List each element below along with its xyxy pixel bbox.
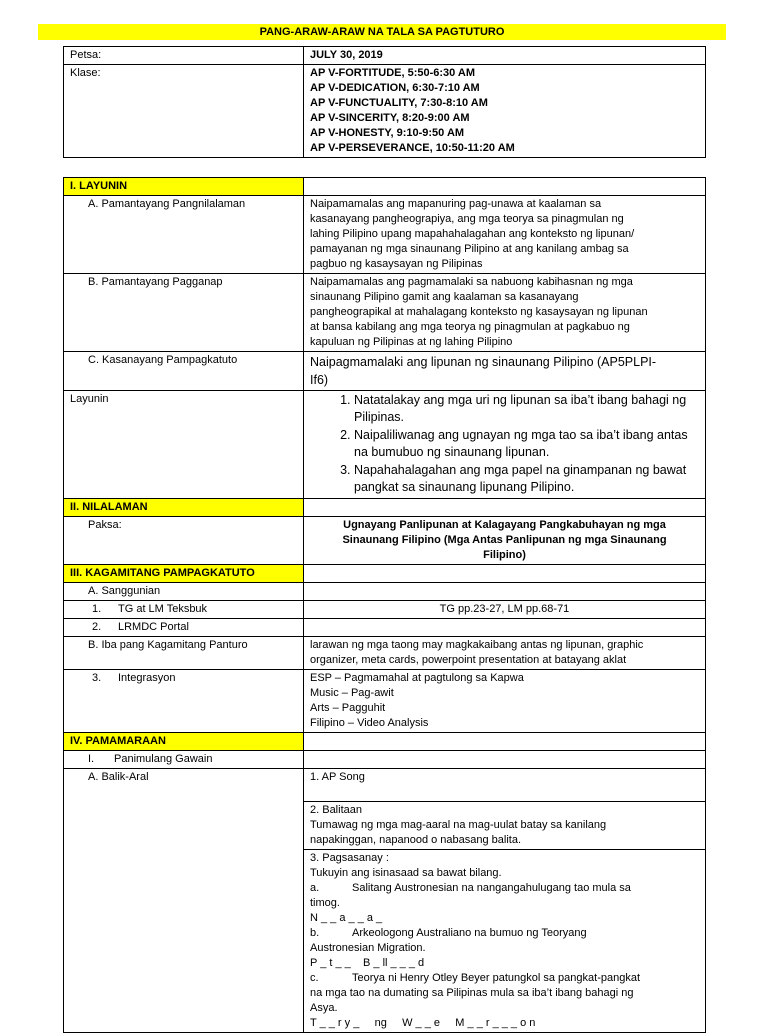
klase-value: AP V-HONESTY, 9:10-9:50 AM: [310, 127, 465, 139]
pagsasanay-instruction: Tukuyin ang isinasaad sa bawat bilang.: [310, 867, 502, 879]
item-label: Panimulang Gawain: [114, 753, 213, 765]
text-line: Naipamamalas ang mapanuring pag-unawa at kaalaman sa: [310, 198, 602, 210]
text-line: Tumawag ng mga mag-aaral na mag-uulat batay sa kanilang: [310, 819, 607, 831]
text-line: Naipamamalas ang pagmamalaki sa nabuong kabihasnan ng mga: [310, 276, 633, 288]
item-letter: b.: [310, 927, 320, 939]
kagamitan-heading-row: [64, 565, 706, 583]
item-number: 2.: [92, 621, 102, 633]
kasanayang-pampagkatuto-row: [64, 352, 706, 391]
klase-label: Klase:: [64, 65, 304, 158]
layunin-label: Layunin: [64, 391, 304, 499]
text-line: organizer, meta cards, powerpoint presentation at batayang aklat: [310, 654, 627, 666]
balik-aral-label: A. Balik-Aral: [64, 769, 304, 1033]
item-number: 3.: [92, 672, 102, 684]
sanggunian-label: A. Sanggunian: [64, 583, 304, 601]
sanggunian-row: [64, 583, 706, 601]
text-line: pamayanan ng mga sinaunang Pilipino at ang kanilang ambag sa: [310, 243, 629, 255]
iba-pang-kagamitan-label: B. Iba pang Kagamitang Panturo: [64, 637, 304, 670]
answer-blank: P _ t _ _ B _ ll _ _ _ d: [310, 957, 425, 969]
pamantayang-pagganap-text: [304, 274, 706, 352]
klase-values: [304, 65, 706, 158]
pamamaraan-heading: IV. PAMAMARAAN: [64, 733, 304, 751]
pamantayang-pagganap-label: B. Pamantayang Pagganap: [64, 274, 304, 352]
panimulang-gawain-row: [64, 751, 706, 769]
item-letter: a.: [310, 882, 320, 894]
text-line: napakinggan, napanood o nabasang balita.: [310, 834, 522, 846]
layunin-heading-row: [64, 178, 706, 196]
nilalaman-heading: II. NILALAMAN: [64, 499, 304, 517]
pagsasanay-text: [304, 850, 706, 1033]
pamantayang-pangnilalaman-row: [64, 196, 706, 274]
text-line: Sinaunang Filipino (Mga Antas Panlipunan ng mga Sinaunang: [342, 534, 667, 546]
lesson-plan-table: [63, 177, 706, 1033]
pamantayang-pangnilalaman-label: A. Pamantayang Pangnilalaman: [64, 196, 304, 274]
objectives-list: [310, 392, 699, 496]
text-line: at bansa kabilang ang mga teorya ng pinagmulan at pagkabuo ng: [310, 321, 630, 333]
text-line: 2. Balitaan: [310, 804, 362, 816]
text-line: If6): [310, 373, 329, 387]
layunin-row: [64, 391, 706, 499]
objective-item: 3. Napahahalagahan ang mga papel na ginampanan ng bawat pangkat sa sinaunang lipunang Pilipino.: [354, 462, 699, 496]
nilalaman-heading-row: [64, 499, 706, 517]
integrasyon-text: [304, 670, 706, 733]
klase-value: AP V-FORTITUDE, 5:50-6:30 AM: [310, 67, 476, 79]
ap-song: 1. AP Song: [304, 769, 706, 802]
balitaan-text: [304, 802, 706, 850]
kasanayang-pampagkatuto-label: C. Kasanayang Pampagkatuto: [64, 352, 304, 391]
klase-value: AP V-SINCERITY, 8:20-9:00 AM: [310, 112, 470, 124]
petsa-label: Petsa:: [64, 47, 304, 65]
paksa-text: [304, 517, 706, 565]
integrasyon-label: [64, 670, 304, 733]
tg-lm-value: TG pp.23-27, LM pp.68-71: [304, 601, 706, 619]
text-line: larawan ng mga taong may magkakaibang antas ng lipunan, graphic: [310, 639, 644, 651]
kagamitan-heading: III. KAGAMITANG PAMPAGKATUTO: [64, 565, 304, 583]
text-line: pangheograpikal at mahalagang konteksto ng kasaysayan ng lipunan: [310, 306, 648, 318]
objective-item: 2. Naipaliliwanag ang ugnayan ng mga tao sa iba’t ibang antas na bumubuo ng sinaunang lipunan.: [354, 427, 699, 461]
header-table: [63, 46, 706, 158]
pamantayang-pagganap-row: [64, 274, 706, 352]
quiz-item-a: [310, 881, 699, 896]
item-text: Salitang Austronesian na nangangahulugang tao mula sa: [352, 882, 631, 894]
paksa-row: [64, 517, 706, 565]
text-line: Music – Pag-awit: [310, 687, 394, 699]
item-letter: c.: [310, 972, 319, 984]
answer-blank: T _ _ r y _ ng W _ _ e M _ _ r _ _ _ o n: [310, 1017, 536, 1029]
text-line: pagbuo ng kasaysayan ng Pilipinas: [310, 258, 483, 270]
iba-pang-kagamitan-row: [64, 637, 706, 670]
iba-pang-kagamitan-text: [304, 637, 706, 670]
document-title: PANG-ARAW-ARAW NA TALA SA PAGTUTURO: [38, 24, 726, 40]
integrasyon-row: [64, 670, 706, 733]
text-line: Arts – Pagguhit: [310, 702, 386, 714]
text-line: Filipino): [483, 549, 526, 561]
text-line: Asya.: [310, 1002, 338, 1014]
pamantayang-pangnilalaman-text: [304, 196, 706, 274]
text-line: Naipagmamalaki ang lipunan ng sinaunang Pilipino (AP5PLPI-: [310, 355, 657, 369]
item-number: I.: [88, 753, 95, 765]
panimulang-gawain-label: [64, 751, 304, 769]
item-text: Arkeologong Australiano na bumuo ng Teoryang: [352, 927, 587, 939]
text-line: lahing Pilipino upang mapahahalagahan ang konteksto ng lipunan/: [310, 228, 635, 240]
balik-aral-song-row: [64, 769, 706, 802]
klase-value: AP V-DEDICATION, 6:30-7:10 AM: [310, 82, 480, 94]
layunin-heading: I. LAYUNIN: [64, 178, 304, 196]
text-line: kasanayang pangheograpiya, ang mga teorya sa pinagmulan ng: [310, 213, 624, 225]
petsa-row: [64, 47, 706, 65]
petsa-value: JULY 30, 2019: [304, 47, 706, 65]
text-line: na mga tao na dumating sa Pilipinas mula sa iba’t ibang bahagi ng: [310, 987, 634, 999]
quiz-item-c: [310, 971, 699, 986]
item-label: LRMDC Portal: [118, 621, 189, 633]
answer-blank: N _ _ a _ _ a _: [310, 912, 383, 924]
paksa-label: Paksa:: [64, 517, 304, 565]
objective-item: 1. Natatalakay ang mga uri ng lipunan sa iba’t ibang bahagi ng Pilipinas.: [354, 392, 699, 426]
item-label: TG at LM Teksbuk: [118, 603, 208, 615]
item-label: Integrasyon: [118, 672, 176, 684]
text-line: Ugnayang Panlipunan at Kalagayang Pangkabuhayan ng mga: [343, 519, 666, 531]
lrmdc-label: [64, 619, 304, 637]
text-line: timog.: [310, 897, 340, 909]
objectives-list-cell: [304, 391, 706, 499]
text-line: Austronesian Migration.: [310, 942, 426, 954]
pagsasanay-title: 3. Pagsasanay :: [310, 852, 389, 864]
tg-lm-label: [64, 601, 304, 619]
item-number: 1.: [92, 603, 102, 615]
item-text: Teorya ni Henry Otley Beyer patungkol sa pangkat-pangkat: [352, 972, 640, 984]
text-line: ESP – Pagmamahal at pagtulong sa Kapwa: [310, 672, 524, 684]
lrmdc-row: [64, 619, 706, 637]
kasanayang-pampagkatuto-text: [304, 352, 706, 391]
klase-row: [64, 65, 706, 158]
pamamaraan-heading-row: [64, 733, 706, 751]
text-line: Filipino – Video Analysis: [310, 717, 429, 729]
klase-value: AP V-PERSEVERANCE, 10:50-11:20 AM: [310, 142, 515, 154]
text-line: kapuluan ng Pilipinas at ng lahing Pilipino: [310, 336, 513, 348]
tg-lm-row: [64, 601, 706, 619]
text-line: sinaunang Pilipino gamit ang kaalaman sa kasanayang: [310, 291, 579, 303]
quiz-item-b: [310, 926, 699, 941]
klase-value: AP V-FUNCTUALITY, 7:30-8:10 AM: [310, 97, 488, 109]
